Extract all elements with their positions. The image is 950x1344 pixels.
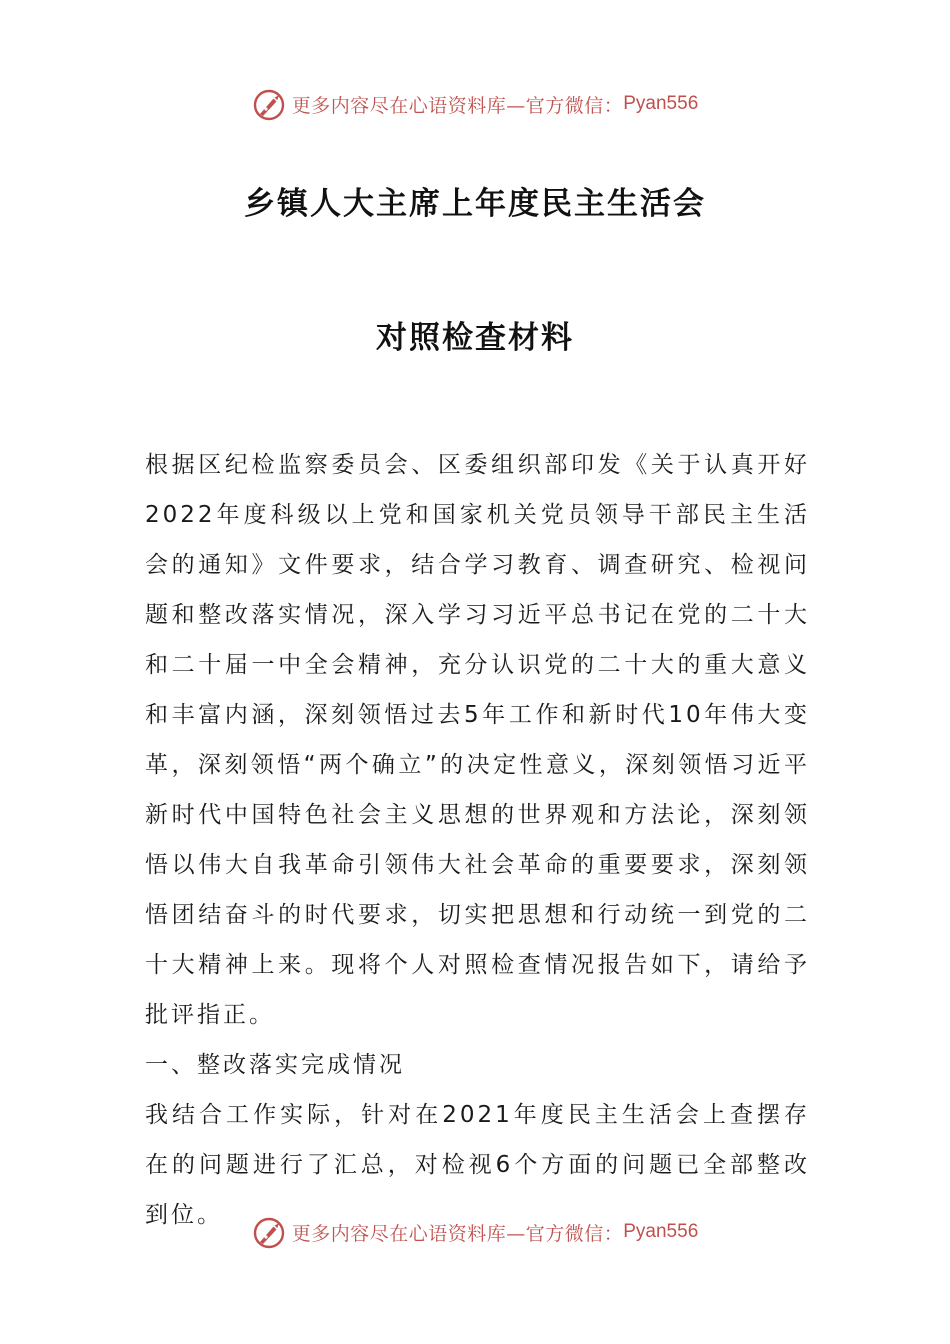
watermark-text: 更多内容尽在心语资料库—官方微信： [291, 94, 624, 117]
section-heading: 一、整改落实完成情况 [145, 1052, 405, 1078]
header-watermark [0, 84, 950, 124]
paragraph-intro: 根据区纪检监察委员会、区委组织部印发《关于认真开好2022年度科级以上党和国家机关党员领导干部民主生活会的通知》文件要求，结合学习教育、调查研究、检视问题和整改落实情况，深入学习习近平总书记在党的二十大和二十届一中全会精神，充分认识党的二十大的重大意义和丰富内涵，深刻领悟过去5年工作和新时代10年伟大变革，深刻领悟“两个确立”的决定性意义，深刻领悟习近平新时代中国特色社会主义思想的世界观和方法论，深刻领悟以伟大自我革命引领伟大社会革命的重要要求，深刻领悟团结奋斗的时代要求，切实把思想和行动统一到党的二十大精神上来。现将个人对照检查情况报告如下，请给予批评指正。 [145, 452, 810, 1028]
document-title-line2: 对照检查材料 [376, 320, 574, 356]
document-title-line1: 乡镇人大主席上年度民主生活会 [244, 186, 706, 222]
paragraph-rectification: 我结合工作实际，针对在2021年度民主生活会上查摆存在的问题进行了汇总，对检视6个方面的问题已全部整改到位。 [145, 1102, 810, 1228]
watermark-handle: Pyan556 [623, 93, 699, 114]
footer-watermark [0, 1212, 950, 1252]
pen-nib-logo-icon [252, 86, 288, 122]
watermark-handle: Pyan556 [623, 1221, 699, 1242]
pen-nib-logo-icon [252, 1214, 288, 1250]
watermark-text: 更多内容尽在心语资料库—官方微信： [291, 1222, 624, 1245]
document-body [145, 440, 810, 1240]
